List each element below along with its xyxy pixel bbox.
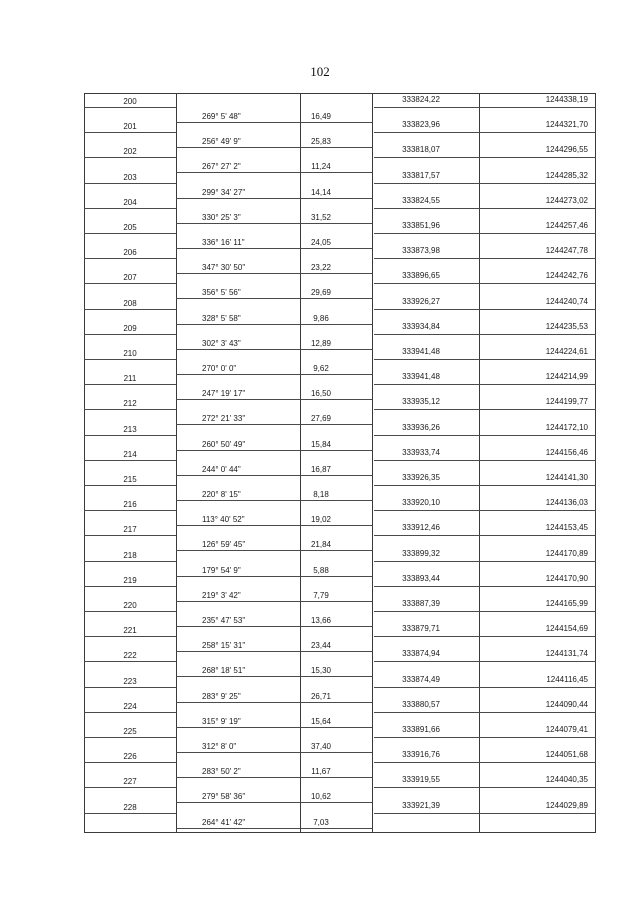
point-number: 206 bbox=[123, 248, 137, 258]
point-x-coordinate: 333934,84 bbox=[402, 321, 440, 331]
row-line bbox=[374, 586, 596, 587]
row-line bbox=[176, 223, 372, 224]
segment-distance: 23,44 bbox=[310, 641, 332, 651]
point-y-coordinate: 1244170,90 bbox=[545, 573, 588, 583]
row-line bbox=[374, 132, 596, 133]
point-x-coordinate: 333896,65 bbox=[402, 271, 440, 281]
segment-angle: 302° 3' 43" bbox=[202, 338, 241, 348]
row-line bbox=[176, 576, 372, 577]
segment-distance: 13,66 bbox=[310, 616, 332, 625]
point-y-coordinate: 1244235,53 bbox=[545, 321, 588, 331]
point-y-coordinate: 1244242,76 bbox=[545, 271, 588, 281]
row-line bbox=[84, 561, 176, 562]
point-y-coordinate: 1244079,41 bbox=[545, 725, 588, 734]
segment-distance: 23,22 bbox=[310, 263, 332, 273]
row-line bbox=[176, 450, 372, 451]
segment-angle: 347° 30' 50" bbox=[202, 263, 246, 273]
point-y-coordinate: 1244165,99 bbox=[545, 599, 588, 608]
point-x-coordinate: 333899,32 bbox=[402, 548, 440, 558]
row-line bbox=[374, 636, 596, 637]
point-number: 216 bbox=[123, 500, 137, 510]
row-line bbox=[176, 828, 372, 829]
row-line bbox=[374, 611, 596, 612]
row-line bbox=[374, 107, 596, 108]
row-line bbox=[176, 324, 372, 325]
segment-distance: 27,69 bbox=[310, 414, 332, 424]
row-line bbox=[374, 737, 596, 738]
row-line bbox=[84, 334, 176, 335]
point-x-coordinate: 333935,12 bbox=[402, 397, 440, 407]
row-line bbox=[374, 309, 596, 310]
row-line bbox=[84, 283, 176, 284]
segment-distance: 31,52 bbox=[310, 212, 332, 222]
segment-angle: 279° 58' 36" bbox=[202, 792, 246, 802]
point-number: 207 bbox=[123, 273, 137, 283]
row-line bbox=[374, 384, 596, 385]
point-y-coordinate: 1244131,74 bbox=[545, 649, 588, 659]
segment-angle: 312° 8' 0" bbox=[202, 742, 237, 751]
row-line bbox=[176, 500, 372, 501]
row-line bbox=[374, 561, 596, 562]
row-line bbox=[176, 626, 372, 627]
row-line bbox=[176, 601, 372, 602]
segment-distance: 12,89 bbox=[310, 338, 332, 348]
segment-angle: 283° 9' 25" bbox=[202, 691, 241, 701]
row-line bbox=[84, 813, 176, 814]
row-line bbox=[176, 349, 372, 350]
segment-distance: 29,69 bbox=[310, 288, 332, 298]
segment-angle: 247° 19' 17" bbox=[202, 389, 246, 399]
point-y-coordinate: 1244040,35 bbox=[545, 775, 588, 785]
row-line bbox=[84, 586, 176, 587]
segment-distance: 7,79 bbox=[313, 590, 329, 600]
point-x-coordinate: 333921,39 bbox=[402, 800, 440, 810]
point-y-coordinate: 1244116,45 bbox=[546, 674, 588, 684]
row-line bbox=[374, 334, 596, 335]
row-line bbox=[176, 399, 372, 400]
row-line bbox=[84, 737, 176, 738]
row-line bbox=[84, 409, 176, 410]
point-number: 209 bbox=[123, 323, 137, 333]
page-number: 102 bbox=[310, 64, 330, 79]
row-line bbox=[374, 157, 596, 158]
segment-distance: 7,03 bbox=[313, 817, 329, 827]
point-y-coordinate: 1244273,02 bbox=[545, 195, 588, 205]
row-line bbox=[84, 712, 176, 713]
row-line bbox=[176, 702, 372, 703]
segment-distance: 16,50 bbox=[310, 389, 332, 399]
row-line bbox=[84, 157, 176, 158]
row-line bbox=[374, 283, 596, 284]
segment-distance: 9,62 bbox=[313, 364, 329, 373]
segment-angle: 330° 25' 3" bbox=[202, 212, 241, 222]
point-y-coordinate: 1244172,10 bbox=[545, 422, 588, 432]
row-line bbox=[374, 712, 596, 713]
segment-angle: 272° 21' 33" bbox=[202, 414, 246, 424]
column-divider bbox=[372, 93, 373, 833]
row-line bbox=[84, 309, 176, 310]
row-line bbox=[374, 258, 596, 259]
point-y-coordinate: 1244029,89 bbox=[545, 800, 588, 810]
point-x-coordinate: 333891,66 bbox=[402, 725, 440, 734]
point-x-coordinate: 333824,22 bbox=[402, 95, 440, 104]
point-y-coordinate: 1244240,74 bbox=[545, 296, 588, 306]
point-number: 210 bbox=[123, 349, 137, 358]
segment-distance: 5,88 bbox=[313, 565, 329, 575]
point-y-coordinate: 1244051,68 bbox=[545, 750, 588, 760]
point-number: 213 bbox=[123, 424, 137, 434]
row-line bbox=[84, 258, 176, 259]
row-line bbox=[84, 611, 176, 612]
point-y-coordinate: 1244321,70 bbox=[545, 120, 588, 130]
row-line bbox=[374, 208, 596, 209]
row-line bbox=[84, 233, 176, 234]
point-x-coordinate: 333880,57 bbox=[402, 699, 440, 709]
segment-distance: 9,86 bbox=[313, 313, 329, 323]
point-x-coordinate: 333926,27 bbox=[402, 296, 440, 306]
row-line bbox=[374, 485, 596, 486]
point-x-coordinate: 333817,57 bbox=[402, 170, 440, 180]
row-line bbox=[84, 460, 176, 461]
point-y-coordinate: 1244090,44 bbox=[545, 699, 588, 709]
point-number: 215 bbox=[123, 475, 137, 484]
point-number: 203 bbox=[123, 172, 137, 182]
segment-distance: 15,30 bbox=[310, 666, 332, 676]
point-number: 226 bbox=[123, 752, 137, 762]
segment-distance: 8,18 bbox=[313, 490, 329, 499]
segment-angle: 256° 49' 9" bbox=[202, 137, 241, 147]
row-line bbox=[84, 435, 176, 436]
row-line bbox=[176, 198, 372, 199]
point-number: 208 bbox=[123, 298, 137, 308]
row-line bbox=[176, 424, 372, 425]
row-line bbox=[84, 132, 176, 133]
row-line bbox=[84, 787, 176, 788]
point-y-coordinate: 1244141,30 bbox=[545, 473, 588, 482]
segment-angle: 264° 41' 42" bbox=[202, 817, 246, 827]
point-x-coordinate: 333887,39 bbox=[402, 599, 440, 608]
segment-distance: 16,87 bbox=[310, 464, 332, 474]
row-line bbox=[374, 535, 596, 536]
segment-distance: 15,84 bbox=[310, 439, 332, 449]
point-y-coordinate: 1244156,46 bbox=[545, 447, 588, 457]
row-line bbox=[84, 636, 176, 637]
point-number: 225 bbox=[123, 727, 137, 736]
point-number: 205 bbox=[123, 223, 137, 232]
point-number: 218 bbox=[123, 550, 137, 560]
point-number: 221 bbox=[123, 626, 137, 636]
point-x-coordinate: 333912,46 bbox=[402, 523, 440, 533]
segment-distance: 11,24 bbox=[311, 162, 331, 172]
row-line bbox=[176, 651, 372, 652]
point-number: 220 bbox=[123, 601, 137, 610]
point-y-coordinate: 1244154,69 bbox=[545, 624, 588, 634]
point-number: 214 bbox=[123, 449, 137, 459]
segment-distance: 10,62 bbox=[310, 792, 332, 802]
segment-distance: 25,83 bbox=[310, 137, 332, 147]
point-x-coordinate: 333933,74 bbox=[402, 447, 440, 457]
point-y-coordinate: 1244247,78 bbox=[545, 246, 588, 256]
segment-distance: 37,40 bbox=[310, 742, 332, 751]
point-number: 219 bbox=[123, 575, 137, 585]
row-line bbox=[84, 510, 176, 511]
point-y-coordinate: 1244136,03 bbox=[545, 498, 588, 508]
point-number: 200 bbox=[123, 97, 137, 106]
segment-distance: 16,49 bbox=[310, 112, 332, 121]
segment-angle: 179° 54' 9" bbox=[202, 565, 241, 575]
segment-angle: 220° 8' 15" bbox=[202, 490, 241, 499]
row-line bbox=[374, 359, 596, 360]
row-line bbox=[176, 550, 372, 551]
column-divider bbox=[479, 93, 480, 833]
point-y-coordinate: 1244257,46 bbox=[545, 221, 588, 230]
row-line bbox=[374, 183, 596, 184]
segment-angle: 328° 5' 58" bbox=[202, 313, 241, 323]
row-line bbox=[374, 510, 596, 511]
row-line bbox=[374, 813, 596, 814]
point-y-coordinate: 1244338,19 bbox=[545, 95, 588, 104]
row-line bbox=[176, 298, 372, 299]
point-x-coordinate: 333893,44 bbox=[402, 573, 440, 583]
point-number: 223 bbox=[123, 676, 137, 686]
point-x-coordinate: 333920,10 bbox=[402, 498, 440, 508]
row-line bbox=[374, 435, 596, 436]
row-line bbox=[374, 687, 596, 688]
segment-angle: 219° 3' 42" bbox=[202, 590, 241, 600]
segment-distance: 11,67 bbox=[311, 767, 331, 777]
point-x-coordinate: 333919,55 bbox=[402, 775, 440, 785]
point-y-coordinate: 1244214,99 bbox=[545, 372, 588, 382]
row-line bbox=[176, 122, 372, 123]
point-x-coordinate: 333916,76 bbox=[402, 750, 440, 760]
row-line bbox=[84, 661, 176, 662]
point-x-coordinate: 333874,49 bbox=[402, 674, 440, 684]
point-y-coordinate: 1244296,55 bbox=[545, 145, 588, 155]
point-number: 211 bbox=[123, 374, 137, 384]
segment-angle: 113° 40' 52" bbox=[202, 515, 245, 525]
row-line bbox=[84, 359, 176, 360]
point-number: 227 bbox=[123, 777, 137, 787]
segment-angle: 315° 9' 19" bbox=[202, 716, 241, 726]
segment-distance: 24,05 bbox=[310, 238, 332, 247]
point-x-coordinate: 333874,94 bbox=[402, 649, 440, 659]
point-y-coordinate: 1244199,77 bbox=[545, 397, 588, 407]
segment-distance: 14,14 bbox=[310, 187, 332, 197]
row-line bbox=[176, 752, 372, 753]
row-line bbox=[176, 273, 372, 274]
point-number: 204 bbox=[123, 197, 137, 207]
row-line bbox=[84, 687, 176, 688]
point-y-coordinate: 1244153,45 bbox=[545, 523, 588, 533]
point-x-coordinate: 333851,96 bbox=[402, 221, 440, 230]
segment-angle: 356° 5' 56" bbox=[202, 288, 241, 298]
point-x-coordinate: 333941,48 bbox=[402, 347, 440, 356]
row-line bbox=[84, 107, 176, 108]
row-line bbox=[176, 248, 372, 249]
row-line bbox=[374, 460, 596, 461]
point-number: 224 bbox=[123, 701, 137, 711]
row-line bbox=[374, 762, 596, 763]
point-y-coordinate: 1244170,89 bbox=[545, 548, 588, 558]
segment-angle: 126° 59' 45" bbox=[202, 540, 246, 550]
segment-angle: 258° 15' 31" bbox=[202, 641, 246, 651]
point-x-coordinate: 333936,26 bbox=[402, 422, 440, 432]
row-line bbox=[84, 384, 176, 385]
point-y-coordinate: 1244224,61 bbox=[545, 347, 588, 356]
column-divider bbox=[176, 93, 177, 833]
row-line bbox=[84, 762, 176, 763]
row-line bbox=[176, 147, 372, 148]
point-x-coordinate: 333824,55 bbox=[402, 195, 440, 205]
row-line bbox=[374, 661, 596, 662]
point-x-coordinate: 333873,98 bbox=[402, 246, 440, 256]
row-line bbox=[176, 727, 372, 728]
point-number: 212 bbox=[123, 399, 137, 409]
row-line bbox=[176, 475, 372, 476]
segment-angle: 244° 0' 44" bbox=[202, 464, 241, 474]
row-line bbox=[176, 525, 372, 526]
row-line bbox=[176, 172, 372, 173]
row-line bbox=[84, 535, 176, 536]
point-number: 228 bbox=[123, 802, 137, 812]
row-line bbox=[374, 787, 596, 788]
segment-angle: 299° 34' 27" bbox=[202, 187, 246, 197]
segment-angle: 260° 50' 49" bbox=[202, 439, 246, 449]
row-line bbox=[84, 485, 176, 486]
segment-distance: 21,84 bbox=[310, 540, 332, 550]
row-line bbox=[176, 676, 372, 677]
coordinate-table bbox=[84, 93, 596, 833]
segment-angle: 269° 5' 48" bbox=[202, 112, 241, 121]
segment-angle: 336° 16' 11" bbox=[202, 238, 245, 247]
point-number: 202 bbox=[123, 147, 137, 157]
row-line bbox=[84, 183, 176, 184]
point-number: 201 bbox=[123, 122, 137, 132]
point-x-coordinate: 333926,35 bbox=[402, 473, 440, 482]
point-x-coordinate: 333823,96 bbox=[402, 120, 440, 130]
segment-angle: 270° 0' 0" bbox=[202, 364, 237, 373]
segment-distance: 19,02 bbox=[310, 515, 332, 525]
segment-angle: 283° 50' 2" bbox=[202, 767, 241, 777]
point-x-coordinate: 333941,48 bbox=[402, 372, 440, 382]
segment-distance: 26,71 bbox=[310, 691, 332, 701]
point-number: 222 bbox=[123, 651, 137, 661]
point-x-coordinate: 333818,07 bbox=[402, 145, 440, 155]
row-line bbox=[176, 777, 372, 778]
row-line bbox=[84, 208, 176, 209]
row-line bbox=[374, 233, 596, 234]
segment-distance: 15,64 bbox=[310, 716, 332, 726]
segment-angle: 268° 18' 51" bbox=[202, 666, 246, 676]
row-line bbox=[374, 409, 596, 410]
point-y-coordinate: 1244285,32 bbox=[545, 170, 588, 180]
point-x-coordinate: 333879,71 bbox=[402, 624, 440, 634]
row-line bbox=[176, 374, 372, 375]
segment-angle: 235° 47' 53" bbox=[202, 616, 246, 625]
row-line bbox=[176, 802, 372, 803]
point-number: 217 bbox=[123, 525, 137, 535]
segment-angle: 267° 27' 2" bbox=[202, 162, 241, 172]
